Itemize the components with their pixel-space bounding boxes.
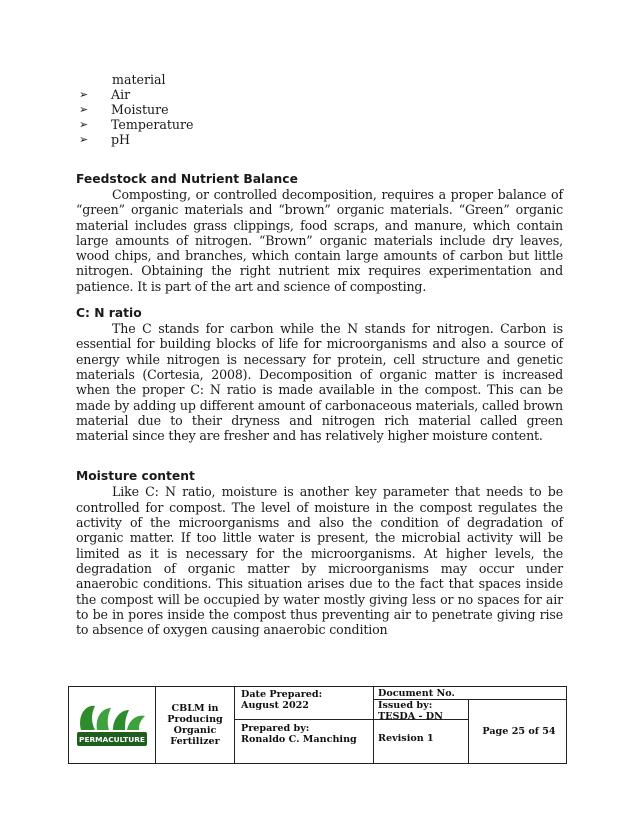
revision-label: Revision 1	[378, 733, 434, 744]
list-item: ➢ pH	[79, 132, 131, 147]
module-title-line: Producing	[167, 714, 223, 725]
issued-by-cell	[378, 700, 443, 722]
date-prepared-cell	[241, 689, 376, 711]
date-label: Date Prepared:	[241, 689, 323, 700]
page-number: Page 25 of 54	[482, 725, 556, 737]
page-content	[76, 72, 563, 637]
leaf-logo-icon	[73, 696, 151, 754]
arrow-bullet-icon: ➢	[79, 103, 89, 116]
section-heading-moisture: Moisture content	[76, 469, 195, 484]
prepared-by-cell	[241, 723, 376, 745]
date-value: August 2022	[241, 700, 309, 711]
section-paragraph-cn-ratio: The C stands for carbon while the N stands for nitrogen. Carbon is essential for building blocks of life for microorganisms and also a source of energy while nitrogen is necessary for protein, cell structure and genetic materials (Cortesia, 2008). Decomposition of organic matter is increased when the proper C: N ratio is made available in the compost. This can be made by adding up different amount of carbonaceous materials, called brown material due to their dryness and nitrogen rich material called green material since they are fresher and has relatively higher moisture content.	[76, 321, 563, 444]
module-title-line: CBLM in	[171, 703, 219, 714]
module-title-cell	[156, 687, 234, 763]
section-paragraph-feedstock: Composting, or controlled decomposition, requires a proper balance of “green” organic materials and “brown” organic materials. “Green” organic material includes grass clippings, food scraps, and manure, which contain large amounts of nitrogen. “Brown” organic materials include dry leaves, wood chips, and branches, which contain large amounts of carbon but little nitrogen. Obtaining the right nutrient mix requires experimentation and patience. It is part of the art and science of composting.	[76, 187, 563, 294]
arrow-bullet-icon: ➢	[79, 133, 89, 146]
document-footer-table	[68, 686, 567, 764]
list-item: ➢ Air	[79, 87, 131, 102]
logo-caption: PERMACULTURE	[79, 735, 145, 744]
permaculture-logo	[69, 687, 155, 763]
list-item: ➢ Temperature	[79, 117, 194, 132]
arrow-bullet-icon: ➢	[79, 88, 89, 101]
section-heading-cn-ratio: C: N ratio	[76, 306, 142, 321]
section-heading-feedstock: Feedstock and Nutrient Balance	[76, 172, 298, 186]
continuation-line: material	[112, 72, 166, 87]
section-paragraph-moisture: Like C: N ratio, moisture is another key parameter that needs to be controlled for compost. The level of moisture in the compost regulates the activity of the microorganisms and also the condition of degradation of organic matter. If too little water is present, the microbial activity will be limited as it is necessary for the microorganisms. At higher levels, the degradation of organic matter by microorganisms may occur under anaerobic conditions. This situation arises due to the fact that spaces inside the compost will be occupied by water mostly giving less or no spaces for air to be in pores inside the compost thus preventing air to penetrate giving rise to absence of oxygen causing anaerobic condition	[76, 484, 563, 638]
issued-value: TESDA - DN	[378, 711, 443, 722]
issued-label: Issued by:	[378, 700, 433, 711]
parameter-list	[76, 87, 563, 147]
list-item: ➢ Moisture	[79, 102, 169, 117]
document-number-label: Document No.	[378, 688, 455, 699]
module-title-line: Organic	[173, 725, 217, 736]
prepared-label: Prepared by:	[241, 723, 310, 734]
module-title-line: Fertilizer	[170, 736, 220, 747]
prepared-value: Ronaldo C. Manching	[241, 734, 357, 745]
arrow-bullet-icon: ➢	[79, 118, 89, 131]
